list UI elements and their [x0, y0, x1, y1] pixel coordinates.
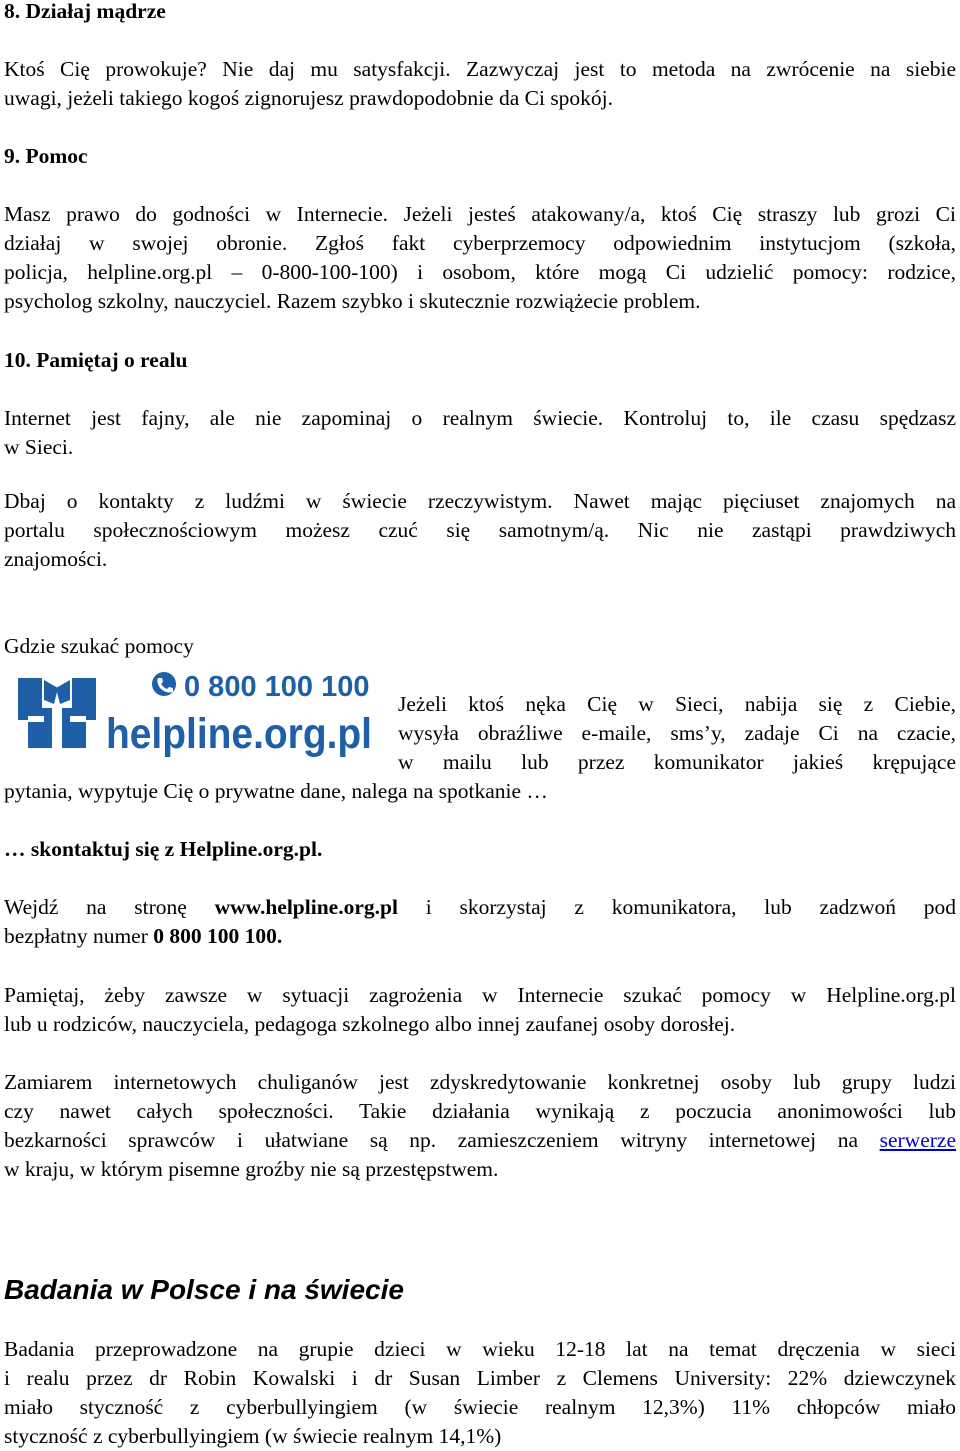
- section-10-heading: 10. Pamiętaj o realu: [4, 348, 188, 372]
- hands-icon: [14, 668, 376, 758]
- help-remember-paragraph: Pamiętaj, żeby zawsze w sytuacji zagrożenia w Internecie szukać pomocy w Helpline.org.pl lub u rodziców, nauczyciela, pedagoga szkolnego albo innej zaufanej osoby dorosłej.: [4, 983, 956, 1036]
- help-intro-wrapped: Jeżeli ktoś nęka Cię w Sieci, nabija się z Ciebie, wysyła obraźliwe e-maile, sms’y, zadaje Ci na czacie, w mailu lub przez komunikator jakieś krępujące: [398, 692, 956, 774]
- help-intro-continued: pytania, wypytuje Cię o prywatne dane, nalega na spotkanie …: [4, 779, 548, 803]
- helpline-website[interactable]: www.helpline.org.pl: [214, 895, 398, 919]
- help-contact: … skontaktuj się z Helpline.org.pl.: [4, 837, 323, 861]
- phone-icon: [152, 672, 176, 696]
- section-10-paragraph-1: Internet jest fajny, ale nie zapominaj o realnym świecie. Kontroluj to, ile czasu spędzasz w Sieci.: [4, 406, 956, 459]
- helpline-logo[interactable]: [14, 668, 376, 758]
- research-heading: Badania w Polsce i na świecie: [4, 1274, 404, 1305]
- help-title: Gdzie szukać pomocy: [4, 634, 194, 658]
- serwerze-link[interactable]: serwerze: [879, 1128, 956, 1152]
- section-9-heading: 9. Pomoc: [4, 144, 88, 168]
- help-purpose-paragraph: Zamiarem internetowych chuliganów jest zdyskredytowanie konkretnej osoby lub grupy ludzi czy nawet całych społeczności. Takie działania wynikają z poczucia anonimowości lub bezkarności sprawców i ułatwiane są np. zamieszczeniem witryny internetowej na serwerze w kraju, w którym pisemne groźby nie są przestępstwem.: [4, 1070, 956, 1181]
- section-8-paragraph: Ktoś Cię prowokuje? Nie daj mu satysfakcji. Zazwyczaj jest to metoda na zwrócenie na siebie uwagi, jeżeli takiego kogoś zignorujesz prawdopodobnie da Ci spokój.: [4, 57, 956, 110]
- section-10-paragraph-2: Dbaj o kontakty z ludźmi w świecie rzeczywistym. Nawet mając pięciuset znajomych na portalu społecznościowym możesz czuć się samotnym/ą. Nic nie zastąpi prawdziwych znajomości.: [4, 489, 956, 571]
- logo-name: helpline.org.pl: [106, 710, 372, 758]
- help-visit-paragraph: Wejdź na stronę www.helpline.org.pl i skorzystaj z komunikatora, lub zadzwoń pod bezpłatny numer 0 800 100 100.: [4, 895, 956, 948]
- logo-phone: 0 800 100 100: [184, 671, 370, 703]
- research-paragraph: Badania przeprowadzone na grupie dzieci w wieku 12-18 lat na temat dręczenia w sieci i realu przez dr Robin Kowalski i dr Susan Limber z Clemens University: 22% dziewczynek miało styczność z cyberbullyingiem (w świecie realnym 12,3%) 11% chłopców miało styczność z cyberbullyingiem (w świecie realnym 14,1%): [4, 1337, 956, 1448]
- section-9-paragraph: Masz prawo do godności w Internecie. Jeżeli jesteś atakowany/a, ktoś Cię straszy lub grozi Ci działaj w swojej obronie. Zgłoś fakt cyberprzemocy odpowiednim instytucjom (szkoła, policja, helpline.org.pl – 0-800-100-100) i osobom, które mogą Ci udzielić pomocy: rodzice, psycholog szkolny, nauczyciel. Razem szybko i skutecznie rozwiążecie problem.: [4, 202, 956, 313]
- helpline-number: 0 800 100 100.: [153, 924, 283, 948]
- section-8-heading: 8. Działaj mądrze: [4, 0, 166, 23]
